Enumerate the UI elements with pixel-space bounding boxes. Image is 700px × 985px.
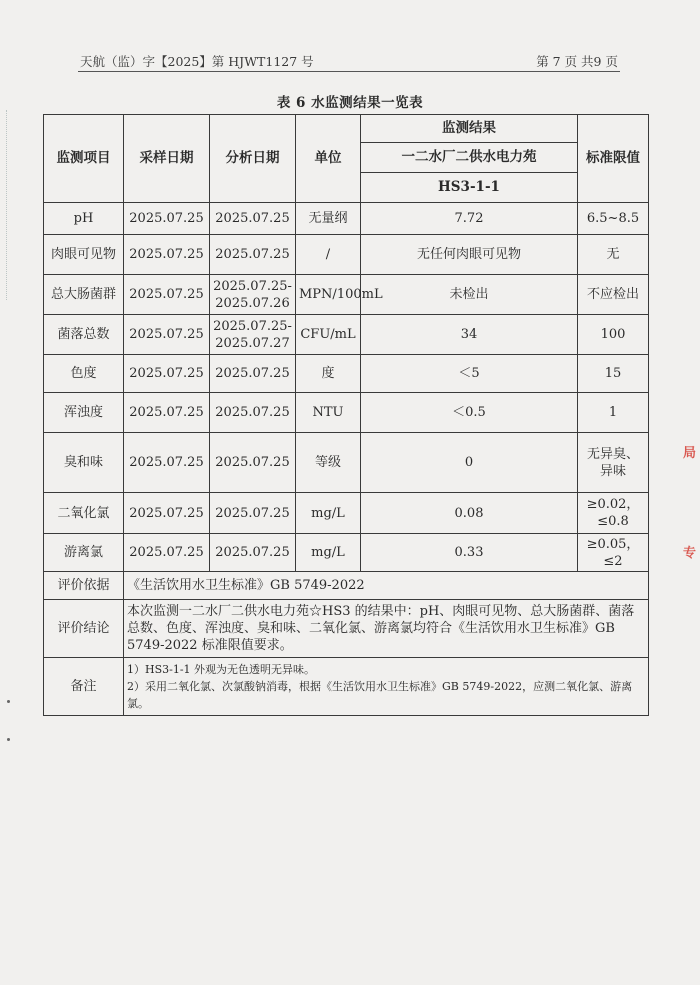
cell-item: 臭和味 [44,433,124,493]
cell-limit: 100 [578,315,649,355]
cell-sample-date: 2025.07.25 [124,355,210,393]
cell-result: 0.33 [361,534,578,572]
header-sample-date: 采样日期 [124,115,210,203]
cell-analysis-date: 2025.07.25 [210,355,296,393]
remark-line-1: 1）HS3-1-1 外观为无色透明无异味。 [127,663,316,676]
cell-analysis-date: 2025.07.25-2025.07.27 [210,315,296,355]
cell-unit: 等级 [296,433,361,493]
cell-item: 菌落总数 [44,315,124,355]
remarks-label: 备注 [44,658,124,716]
cell-unit: mg/L [296,534,361,572]
cell-limit: 无异臭、异味 [578,433,649,493]
conclusion-label: 评价结论 [44,600,124,658]
header-result-group: 监测结果 [361,115,578,143]
table-caption: 表 6 水监测结果一览表 [276,95,424,111]
cell-analysis-date: 2025.07.25-2025.07.26 [210,275,296,315]
cell-result: 未检出 [361,275,578,315]
cell-sample-date: 2025.07.25 [124,493,210,534]
cell-result: 无任何肉眼可见物 [361,235,578,275]
binding-edge-marks [6,110,13,300]
header-row [44,115,649,143]
header-item: 监测项目 [44,115,124,203]
table-row [44,275,649,315]
cell-sample-date: 2025.07.25 [124,315,210,355]
cell-item: 浑浊度 [44,393,124,433]
cell-result: 34 [361,315,578,355]
cell-item: 总大肠菌群 [44,275,124,315]
basis-row [44,572,649,600]
monitoring-results-table [43,114,649,716]
cell-analysis-date: 2025.07.25 [210,393,296,433]
remarks-text [124,658,649,716]
header-analysis-date: 分析日期 [210,115,296,203]
header-site: 一二水厂二供水电力苑 [361,143,578,173]
cell-analysis-date: 2025.07.25 [210,534,296,572]
cell-result: 0 [361,433,578,493]
cell-limit: 1 [578,393,649,433]
cell-analysis-date: 2025.07.25 [210,493,296,534]
header-report-number: 天航（监）字【2025】第 HJWT1127 号 [80,54,314,69]
binding-dot [7,738,10,741]
header-sample-id: HS3-1-1 [361,173,578,203]
table-row [44,493,649,534]
cell-limit: 不应检出 [578,275,649,315]
header-unit: 单位 [296,115,361,203]
header-page-number: 第 7 页 共9 页 [536,54,618,69]
cell-analysis-date: 2025.07.25 [210,203,296,235]
cell-sample-date: 2025.07.25 [124,203,210,235]
binding-dot [7,700,10,703]
stamp-char: 局 [682,446,696,461]
conclusion-text: 本次监测一二水厂二供水电力苑☆HS3 的结果中：pH、肉眼可见物、总大肠菌群、菌落总数、色度、浑浊度、臭和味、二氧化氯、游离氯均符合《生活饮用水卫生标准》GB 5749-2022 标准限值要求。 [124,600,649,658]
cell-unit: / [296,235,361,275]
seal-stamp-fragment [680,438,700,578]
cell-limit: ≥0.05，≤2 [578,534,649,572]
remarks-row [44,658,649,716]
cell-result: 0.08 [361,493,578,534]
table-row [44,393,649,433]
cell-item: 肉眼可见物 [44,235,124,275]
cell-limit: ≥0.02，≤0.8 [578,493,649,534]
cell-result: ＜0.5 [361,393,578,433]
cell-limit: 6.5~8.5 [578,203,649,235]
cell-sample-date: 2025.07.25 [124,534,210,572]
cell-limit: 15 [578,355,649,393]
cell-unit: NTU [296,393,361,433]
cell-item: pH [44,203,124,235]
cell-result: 7.72 [361,203,578,235]
cell-item: 游离氯 [44,534,124,572]
header-limit: 标准限值 [578,115,649,203]
cell-unit: 度 [296,355,361,393]
table-row [44,235,649,275]
header-rule [78,71,620,72]
cell-sample-date: 2025.07.25 [124,393,210,433]
cell-unit: 无量纲 [296,203,361,235]
basis-text: 《生活饮用水卫生标准》GB 5749-2022 [124,572,649,600]
remark-line-2: 2）采用二氧化氯、次氯酸钠消毒，根据《生活饮用水卫生标准》GB 5749-2022，应测二氧化氯、游离氯。 [127,680,633,710]
cell-item: 色度 [44,355,124,393]
table-row [44,355,649,393]
stamp-char: 专 [682,546,696,561]
cell-unit: MPN/100mL [296,275,361,315]
cell-unit: mg/L [296,493,361,534]
table-row [44,315,649,355]
cell-limit: 无 [578,235,649,275]
cell-unit: CFU/mL [296,315,361,355]
conclusion-row [44,600,649,658]
cell-sample-date: 2025.07.25 [124,433,210,493]
cell-analysis-date: 2025.07.25 [210,235,296,275]
table-row [44,433,649,493]
cell-analysis-date: 2025.07.25 [210,433,296,493]
cell-result: ＜5 [361,355,578,393]
basis-label: 评价依据 [44,572,124,600]
cell-item: 二氧化氯 [44,493,124,534]
table-row [44,534,649,572]
cell-sample-date: 2025.07.25 [124,235,210,275]
cell-sample-date: 2025.07.25 [124,275,210,315]
table-row [44,203,649,235]
